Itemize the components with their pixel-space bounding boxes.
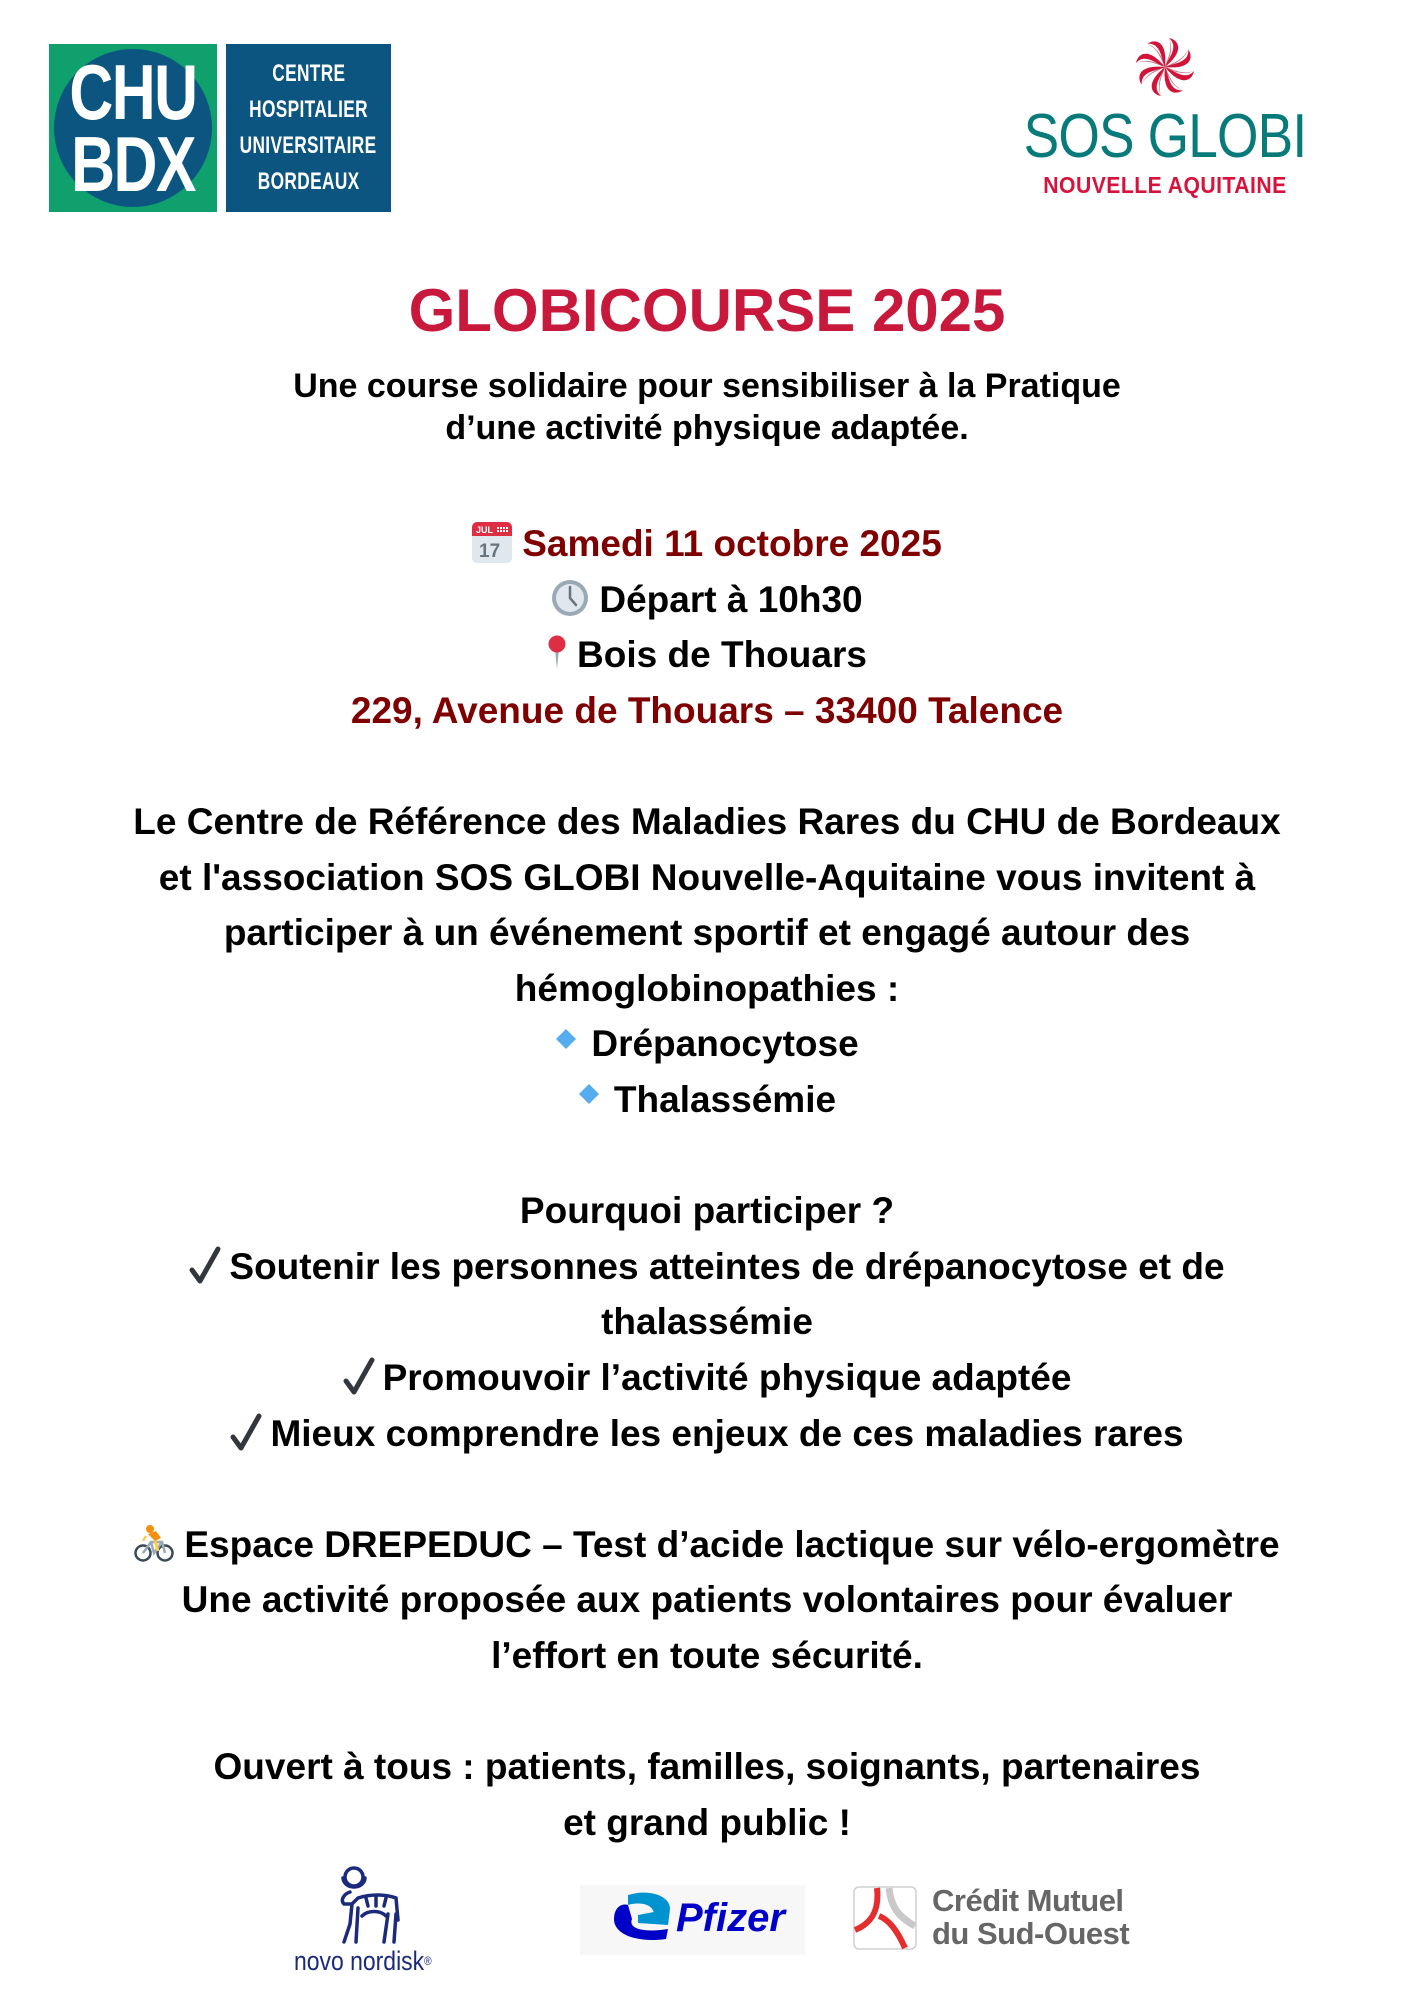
novo-nordisk-logo-text — [294, 1946, 432, 1976]
credit-mutuel-line: du Sud-Ouest — [932, 1916, 1130, 1951]
event-address: 229, Avenue de Thouars – 33400 Talence — [350, 689, 1064, 731]
intro-line: Le Centre de Référence des Maladies Rares du CHU de Bordeaux — [133, 800, 1281, 842]
chu-bdx-logo-name — [226, 44, 391, 212]
event-time-text: Départ à 10h30 — [599, 578, 863, 620]
credit-mutuel-logo-text — [932, 1884, 1129, 1950]
chu-name-line: UNIVERSITAIRE — [240, 132, 377, 159]
chu-name-line: BORDEAUX — [257, 168, 360, 195]
check-icon — [343, 1357, 375, 1395]
disease-item — [0, 1016, 1414, 1072]
flyer-body — [0, 516, 1414, 1850]
event-date — [0, 516, 1414, 572]
credit-mutuel-line: Crédit Mutuel — [932, 1883, 1124, 1918]
event-date-text: Samedi 11 octobre 2025 — [522, 523, 942, 564]
chu-monogram-line1: CHU — [69, 48, 197, 136]
sos-globi-title: SOS GLOBI — [1023, 102, 1307, 171]
reason-text: Soutenir les personnes atteintes de drépanocytose et de — [229, 1245, 1225, 1287]
blue-diamond-icon — [578, 1083, 600, 1105]
calendar-icon — [472, 522, 512, 563]
event-time — [0, 572, 1414, 628]
disease-label: Drépanocytose — [591, 1023, 859, 1065]
reason-text: Mieux comprendre les enjeux de ces maladies rares — [270, 1412, 1184, 1454]
svg-text:17: 17 — [479, 540, 501, 562]
drepeduc-title — [0, 1517, 1414, 1573]
reason-text-cont: thalassémie — [601, 1301, 813, 1343]
audience-line: Ouvert à tous : patients, familles, soignants, partenaires — [213, 1746, 1201, 1788]
event-subtitle — [0, 365, 1414, 449]
blank-line — [0, 738, 1414, 794]
check-icon — [189, 1246, 221, 1284]
intro-line: hémoglobinopathies : — [514, 967, 900, 1009]
cyclist-icon — [134, 1524, 174, 1562]
registered-mark: ® — [424, 1954, 432, 1968]
novo-nordisk-name: novo nordisk — [294, 1946, 425, 1976]
chu-monogram-line2: BDX — [71, 120, 195, 208]
reason-item — [0, 1239, 1414, 1295]
sos-globi-flower-icon — [1135, 37, 1195, 97]
reason-item — [0, 1406, 1414, 1462]
drepeduc-desc: Une activité proposée aux patients volontaires pour évaluer — [181, 1579, 1233, 1621]
audience-line: et grand public ! — [563, 1801, 851, 1843]
blank-line — [0, 1461, 1414, 1517]
reason-text: Promouvoir l’activité physique adaptée — [382, 1356, 1072, 1398]
intro-line: participer à un événement sportif et engagé autour des — [223, 912, 1191, 954]
drepeduc-desc: l’effort en toute sécurité. — [491, 1634, 923, 1676]
blank-line — [0, 1128, 1414, 1184]
event-place-text: Bois de Thouars — [577, 634, 867, 676]
chu-bdx-logo-mark — [49, 44, 217, 212]
pfizer-logo — [580, 1885, 805, 1955]
disease-item — [0, 1072, 1414, 1128]
subtitle-line: Une course solidaire pour sensibiliser à la Pratique — [293, 367, 1121, 405]
disease-label: Thalassémie — [613, 1078, 837, 1120]
novo-nordisk-bull-icon — [330, 1864, 410, 1944]
pfizer-name: Pfizer — [676, 1896, 785, 1940]
chu-name-line: CENTRE — [271, 60, 346, 87]
pfizer-helix-icon — [608, 1889, 674, 1951]
drepeduc-title-text: Espace DREPEDUC – Test d’acide lactique sur vélo-ergomètre — [184, 1523, 1280, 1565]
clock-icon — [551, 579, 589, 617]
check-icon — [230, 1413, 262, 1451]
blank-line — [0, 1683, 1414, 1739]
reason-item — [0, 1350, 1414, 1406]
credit-mutuel-icon — [853, 1886, 917, 1950]
chu-name-line: HOSPITALIER — [249, 96, 368, 123]
sos-globi-subtitle: NOUVELLE AQUITAINE — [1043, 172, 1287, 198]
svg-text:JUL: JUL — [476, 524, 494, 535]
intro-line: et l'association SOS GLOBI Nouvelle-Aquitaine vous invitent à — [158, 856, 1256, 898]
pin-icon — [547, 635, 567, 671]
event-title: GLOBICOURSE 2025 — [408, 277, 1006, 344]
subtitle-line: d’une activité physique adaptée. — [445, 409, 969, 447]
why-heading: Pourquoi participer ? — [519, 1190, 895, 1232]
event-place — [0, 627, 1414, 683]
blue-diamond-icon — [555, 1028, 577, 1050]
